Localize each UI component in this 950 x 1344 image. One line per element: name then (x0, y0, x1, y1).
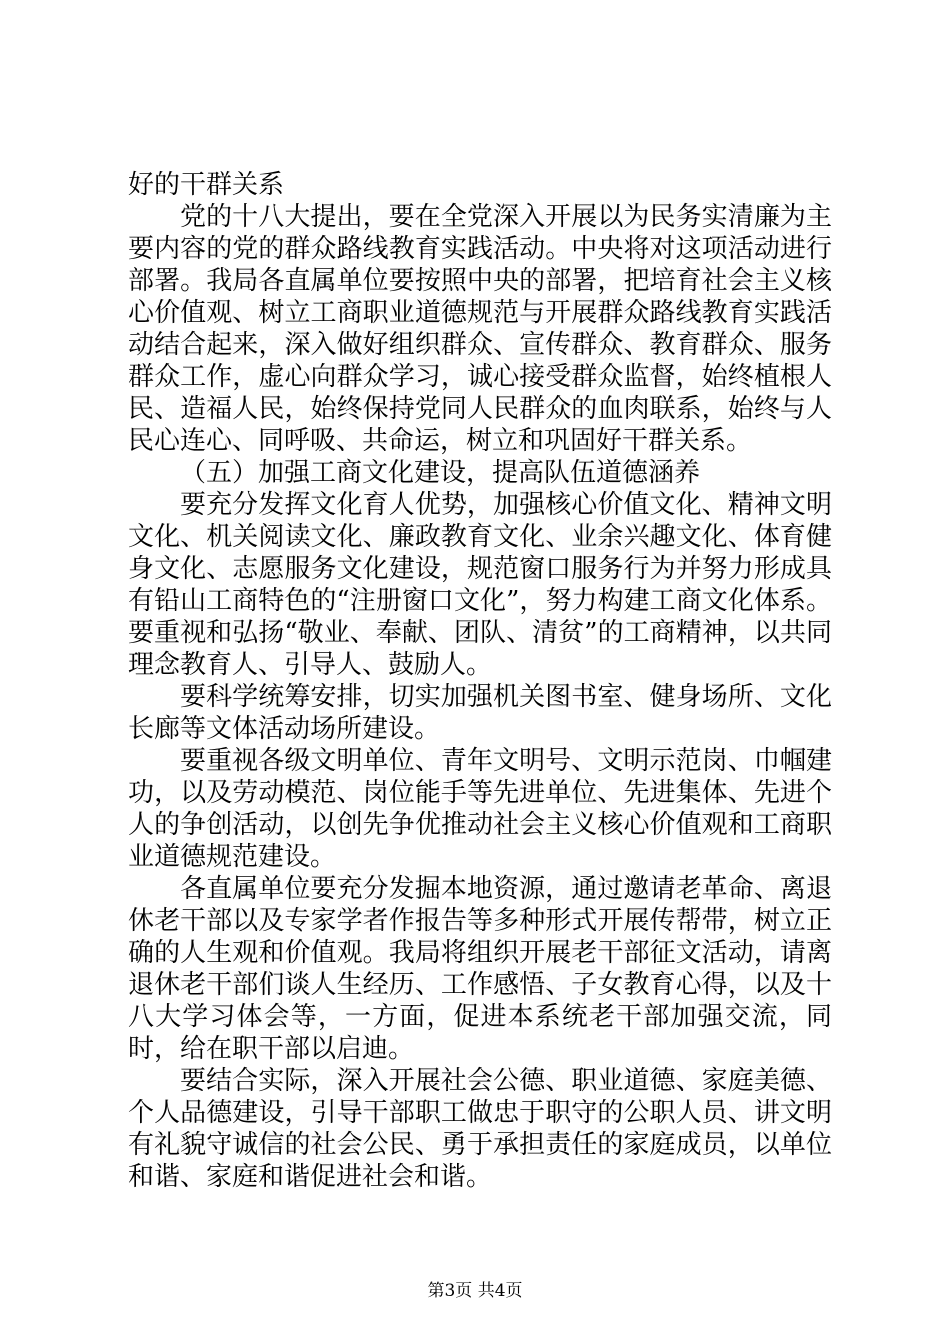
paragraph-veterans: 各直属单位要充分发掘本地资源，通过邀请老革命、离退休老干部以及专家学者作报告等多种形式开展传帮带，树立正确的人生观和价值观。我局将组织开展老干部征文活动，请离退休老干部们谈人生经历、工作感悟、子女教育心得，以及十八大学习体会等，一方面，促进本系统老干部加强交流，同时，给在职干部以启迪。 (128, 874, 832, 1064)
paragraph-culture: 要充分发挥文化育人优势，加强核心价值文化、精神文明文化、机关阅读文化、廉政教育文化、业余兴趣文化、体育健身文化、志愿服务文化建设，规范窗口服务行为并努力形成具有铅山工商特色的“注册窗口文化”，努力构建工商文化体系。要重视和弘扬“敬业、奉献、团队、清贫”的工商精神，以共同理念教育人、引导人、鼓励人。 (128, 490, 832, 680)
page-footer: 第3页 共4页 (427, 1281, 523, 1301)
section-heading-5: （五）加强工商文化建设，提高队伍道德涵养 (180, 458, 701, 488)
document-body (128, 169, 832, 1193)
paragraph-facilities: 要科学统筹安排，切实加强机关图书室、健身场所、文化长廊等文体活动场所建设。 (128, 682, 832, 744)
paragraph-civilization: 要重视各级文明单位、青年文明号、文明示范岗、巾帼建功，以及劳动模范、岗位能手等先进单位、先进集体、先进个人的争创活动，以创先争优推动社会主义核心价值观和工商职业道德规范建设。 (128, 746, 832, 872)
paragraph-morality: 要结合实际，深入开展社会公德、职业道德、家庭美德、个人品德建设，引导干部职工做忠于职守的公职人员、讲文明有礼貌守诚信的社会公民、勇于承担责任的家庭成员，以单位和谐、家庭和谐促进社会和谐。 (128, 1066, 832, 1192)
paragraph-continuation: 好的干群关系 (128, 170, 285, 200)
paragraph-mass-line: 党的十八大提出，要在全党深入开展以为民务实清廉为主要内容的党的群众路线教育实践活动。中央将对这项活动进行部署。我局各直属单位要按照中央的部署，把培育社会主义核心价值观、树立工商职业道德规范与开展群众路线教育实践活动结合起来，深入做好组织群众、宣传群众、教育群众、服务群众工作，虚心向群众学习，诚心接受群众监督，始终植根人民、造福人民，始终保持党同人民群众的血肉联系，始终与人民心连心、同呼吸、共命运，树立和巩固好干群关系。 (128, 202, 832, 456)
